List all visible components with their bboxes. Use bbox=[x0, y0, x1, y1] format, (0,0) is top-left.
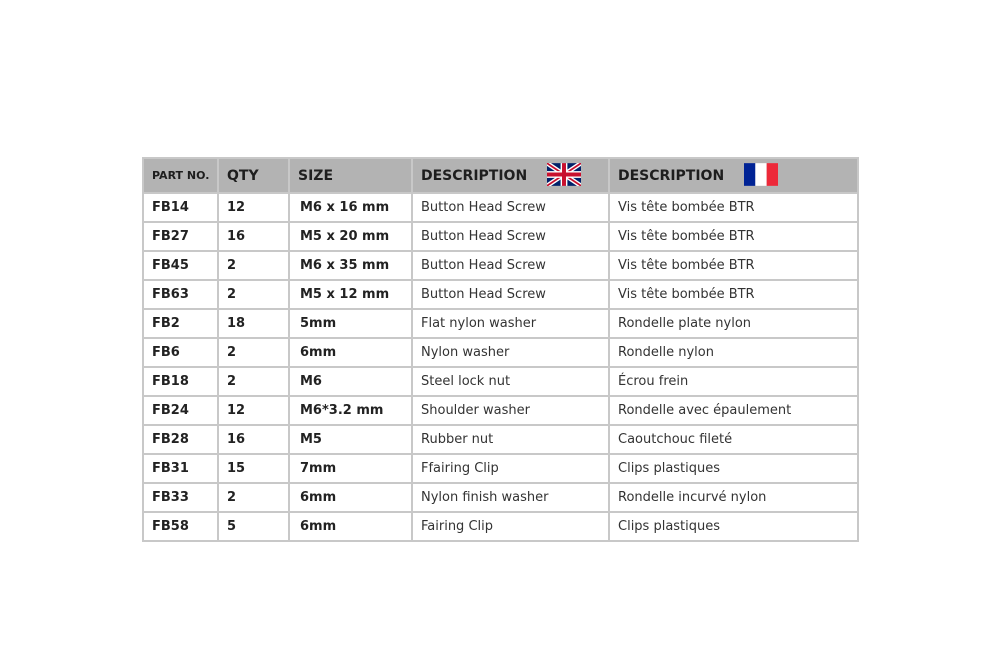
table-row bbox=[143, 280, 858, 309]
cell-part-no: FB31 bbox=[143, 454, 218, 483]
cell-part-no: FB2 bbox=[143, 309, 218, 338]
cell-part-no: FB28 bbox=[143, 425, 218, 454]
cell-qty: 2 bbox=[218, 483, 289, 512]
cell-description-fr: Rondelle avec épaulement bbox=[609, 396, 858, 425]
table-row bbox=[143, 396, 858, 425]
uk-flag-icon bbox=[547, 163, 581, 186]
cell-part-no: FB63 bbox=[143, 280, 218, 309]
cell-description-en: Ffairing Clip bbox=[412, 454, 609, 483]
cell-size: 6mm bbox=[289, 512, 412, 541]
cell-description-fr: Vis tête bombée BTR bbox=[609, 222, 858, 251]
table-row bbox=[143, 483, 858, 512]
cell-qty: 15 bbox=[218, 454, 289, 483]
cell-description-en: Button Head Screw bbox=[412, 251, 609, 280]
cell-part-no: FB14 bbox=[143, 193, 218, 222]
cell-description-fr: Clips plastiques bbox=[609, 454, 858, 483]
table-row bbox=[143, 251, 858, 280]
cell-description-fr: Rondelle plate nylon bbox=[609, 309, 858, 338]
header-description-en bbox=[412, 158, 609, 193]
cell-size: 6mm bbox=[289, 338, 412, 367]
table-body bbox=[143, 193, 858, 541]
cell-description-fr: Vis tête bombée BTR bbox=[609, 251, 858, 280]
cell-description-fr: Clips plastiques bbox=[609, 512, 858, 541]
header-description-en-label: DESCRIPTION bbox=[421, 167, 528, 184]
cell-qty: 16 bbox=[218, 425, 289, 454]
cell-description-en: Shoulder washer bbox=[412, 396, 609, 425]
cell-qty: 2 bbox=[218, 367, 289, 396]
parts-table bbox=[142, 157, 859, 542]
cell-description-fr: Écrou frein bbox=[609, 367, 858, 396]
table-row bbox=[143, 454, 858, 483]
cell-description-fr: Caoutchouc fileté bbox=[609, 425, 858, 454]
cell-size: 6mm bbox=[289, 483, 412, 512]
cell-part-no: FB24 bbox=[143, 396, 218, 425]
cell-qty: 16 bbox=[218, 222, 289, 251]
cell-description-en: Button Head Screw bbox=[412, 280, 609, 309]
table-header-row bbox=[143, 158, 858, 193]
cell-description-fr: Rondelle incurvé nylon bbox=[609, 483, 858, 512]
cell-size: M6 x 16 mm bbox=[289, 193, 412, 222]
cell-size: M5 x 20 mm bbox=[289, 222, 412, 251]
cell-description-fr: Vis tête bombée BTR bbox=[609, 193, 858, 222]
cell-qty: 2 bbox=[218, 280, 289, 309]
france-flag-icon bbox=[744, 163, 778, 186]
header-qty: QTY bbox=[218, 158, 289, 193]
cell-size: M5 x 12 mm bbox=[289, 280, 412, 309]
cell-size: M6 x 35 mm bbox=[289, 251, 412, 280]
cell-part-no: FB58 bbox=[143, 512, 218, 541]
table-row bbox=[143, 193, 858, 222]
cell-size: M5 bbox=[289, 425, 412, 454]
cell-description-en: Button Head Screw bbox=[412, 222, 609, 251]
cell-part-no: FB6 bbox=[143, 338, 218, 367]
cell-description-en: Flat nylon washer bbox=[412, 309, 609, 338]
cell-qty: 12 bbox=[218, 193, 289, 222]
cell-qty: 12 bbox=[218, 396, 289, 425]
cell-description-en: Button Head Screw bbox=[412, 193, 609, 222]
header-description-fr-label: DESCRIPTION bbox=[618, 167, 725, 184]
cell-part-no: FB18 bbox=[143, 367, 218, 396]
cell-size: 7mm bbox=[289, 454, 412, 483]
cell-description-fr: Vis tête bombée BTR bbox=[609, 280, 858, 309]
cell-description-en: Nylon finish washer bbox=[412, 483, 609, 512]
cell-description-en: Steel lock nut bbox=[412, 367, 609, 396]
cell-part-no: FB33 bbox=[143, 483, 218, 512]
table-row bbox=[143, 425, 858, 454]
cell-part-no: FB45 bbox=[143, 251, 218, 280]
cell-qty: 2 bbox=[218, 338, 289, 367]
cell-description-en: Nylon washer bbox=[412, 338, 609, 367]
table-row bbox=[143, 367, 858, 396]
cell-qty: 2 bbox=[218, 251, 289, 280]
header-size: SIZE bbox=[289, 158, 412, 193]
cell-qty: 5 bbox=[218, 512, 289, 541]
table-row bbox=[143, 338, 858, 367]
header-description-fr bbox=[609, 158, 858, 193]
cell-description-en: Fairing Clip bbox=[412, 512, 609, 541]
cell-size: 5mm bbox=[289, 309, 412, 338]
cell-description-fr: Rondelle nylon bbox=[609, 338, 858, 367]
table-row bbox=[143, 222, 858, 251]
header-part-no: PART NO. bbox=[143, 158, 218, 193]
cell-size: M6 bbox=[289, 367, 412, 396]
table-row bbox=[143, 512, 858, 541]
cell-qty: 18 bbox=[218, 309, 289, 338]
cell-size: M6*3.2 mm bbox=[289, 396, 412, 425]
cell-description-en: Rubber nut bbox=[412, 425, 609, 454]
cell-part-no: FB27 bbox=[143, 222, 218, 251]
table-row bbox=[143, 309, 858, 338]
